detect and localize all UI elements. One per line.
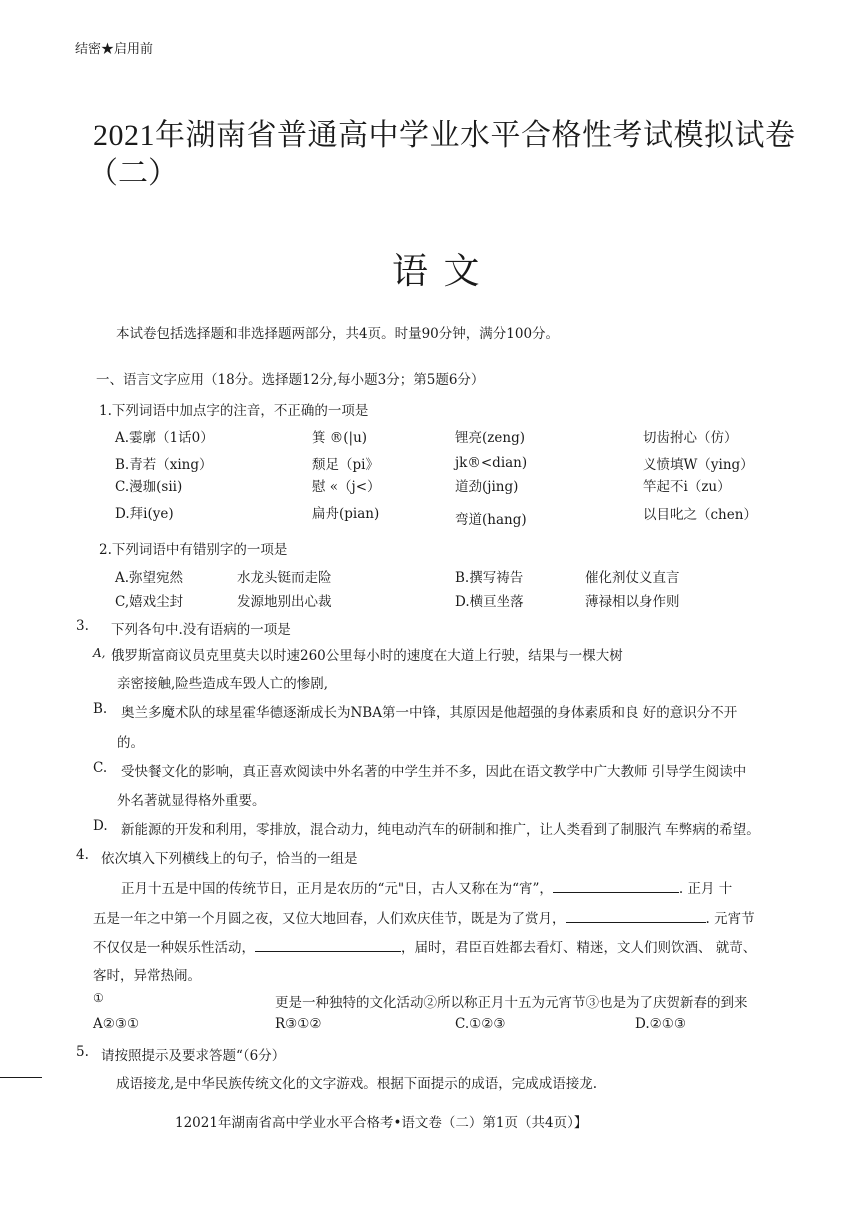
q1-option-a-1: A.霎廓（1话0）	[115, 430, 214, 446]
exam-instructions: 本试卷包括选择题和非选择题两部分，共4页。时量90分钟，满分100分。	[116, 326, 560, 342]
q1-option-d-3: 弯道(hang)	[455, 512, 527, 528]
section-heading: 一、语言文字应用（18分。选择题12分,每小题3分；第5题6分）	[96, 372, 485, 388]
q1-option-d-2: 扁舟(pian)	[312, 506, 380, 522]
q4-sentence-items: 更是一种独特的文化活动②所以称正月十五为元宵节③也是为了庆贺新春的到来	[275, 995, 748, 1011]
q3-option-b-line1: 奥兰多魔术队的球星霍华德逐渐成长为NBA第一中锋，其原因是他超强的身体素质和良 好的意识分不开	[121, 705, 738, 721]
q4-item-1-marker: ①	[93, 991, 104, 1005]
fill-blank-2[interactable]	[566, 910, 706, 923]
q3-option-b-label: B.	[93, 701, 108, 717]
q4-option-d: D.②①③	[635, 1016, 686, 1032]
q1-option-a-2: 箕 ®(|u)	[312, 430, 368, 446]
q3-option-a-line2: 亲密接触,险些造成车毁人亡的惨剧,	[117, 676, 329, 692]
q2-option-b-1: B.撰写祷告	[455, 570, 524, 586]
question-1-stem: 1.下列词语中加点字的注音，不正确的一项是	[99, 403, 369, 419]
q4-passage-line3: 不仅仅是一种娱乐性活动， ，届时，君臣百姓都去看灯、精迷，文人们则饮酒、 就苛、	[93, 940, 757, 956]
q2-option-b-2: 催化剂仗义直言	[585, 570, 680, 586]
question-5-number: 5.	[76, 1044, 89, 1060]
q4-option-c: C.①②③	[455, 1016, 506, 1032]
page-footer: 12021年湖南省高中学业水平合格考•语文卷（二）第1页（共4页）】	[175, 1115, 588, 1131]
fill-blank-1[interactable]	[553, 880, 679, 893]
question-4-stem: 依次填入下列横线上的句子，恰当的一组是	[101, 851, 358, 867]
q1-option-d-1: D.拜i(ye)	[115, 506, 174, 522]
q3-option-d-line1: 新能源的开发和利用，零排放，混合动力，纯电动汽车的研制和推广，让人类看到了制服汽 车弊病的希望。	[121, 822, 760, 838]
q1-option-b-4: 义愤填W（ying）	[643, 457, 754, 473]
q1-option-c-1: C.漫珈(sii)	[115, 479, 183, 495]
q3-option-b-line2: 的。	[117, 735, 144, 751]
q1-option-c-2: 慰 «（j<）	[312, 479, 381, 495]
q1-option-c-3: 道劲(jing)	[455, 479, 519, 495]
q2-option-a-1: A.弥望宛然	[115, 570, 184, 586]
q1-option-a-4: 切齿拊心（仿）	[643, 430, 738, 446]
q1-option-c-4: 竿起不i（zu）	[643, 479, 731, 495]
q1-option-a-3: 锂亮(zeng)	[455, 430, 525, 446]
q4-passage-line2: 五是一年之中第一个月圆之夜，又位大地回春，人们欢庆佳节，既是为了赏月， . 元宵节	[93, 911, 755, 927]
q2-option-c-1: C,嬉戏尘封	[115, 594, 184, 610]
question-2-stem: 2.下列词语中有错别字的一项是	[99, 542, 288, 558]
question-3-stem: 下列各句中.没有语病的一项是	[111, 622, 291, 638]
q3-option-a-line1: 俄罗斯富商议员克里莫夫以时速260公里每小时的速度在大道上行驶，结果与一棵大树	[111, 648, 623, 664]
q1-option-b-3: jk®<dian)	[455, 455, 528, 471]
q5-body: 成语接龙,是中华民族传统文化的文字游戏。根据下面提示的成语，完成成语接龙.	[116, 1076, 598, 1092]
q3-option-c-line1: 受快餐文化的影响，真正喜欢阅读中外名著的中学生并不多，因此在语文教学中广大教师 引导学生阅读中	[121, 764, 747, 780]
q1-option-d-4: 以目叱之（chen）	[643, 507, 757, 523]
q2-option-d-1: D.横亘坐落	[455, 594, 524, 610]
q4-option-b: R③①②	[275, 1016, 322, 1032]
question-4-number: 4.	[76, 847, 89, 863]
exam-title-suffix: （二）	[88, 156, 178, 191]
q3-option-d-label: D.	[93, 818, 108, 834]
q1-option-b-2: 颓足（pi》	[312, 457, 379, 473]
exam-title: 2021年湖南省普通高中学业水平合格性考试模拟试卷	[93, 119, 796, 152]
q3-option-a-label: A,	[93, 646, 106, 660]
fill-blank-3[interactable]	[255, 939, 401, 952]
question-5-stem: 请按照提示及要求答题“（6分）	[101, 1048, 286, 1064]
q4-option-a: A②③①	[93, 1016, 140, 1032]
q3-option-c-label: C.	[93, 760, 108, 776]
q3-option-c-line2: 外名著就显得格外重要。	[117, 793, 266, 809]
confidential-mark: 结密★启用前	[75, 42, 154, 57]
q2-option-c-2: 发源地别出心裁	[237, 594, 332, 610]
footer-rule	[0, 1077, 42, 1078]
q1-option-b-1: B.青若（xing）	[115, 457, 213, 473]
q4-passage-line1: 正月十五是中国的传统节日，正月是农历的“元"日，古人又称在为“宵”， . 正月 十	[121, 881, 733, 897]
q2-option-a-2: 水龙头铤而走险	[237, 570, 332, 586]
subject-heading: 语 文	[392, 251, 482, 292]
q2-option-d-2: 薄禄相以身作则	[585, 594, 680, 610]
question-3-number: 3.	[76, 618, 89, 634]
q4-passage-line4: 客时，异常热闹。	[93, 968, 201, 984]
